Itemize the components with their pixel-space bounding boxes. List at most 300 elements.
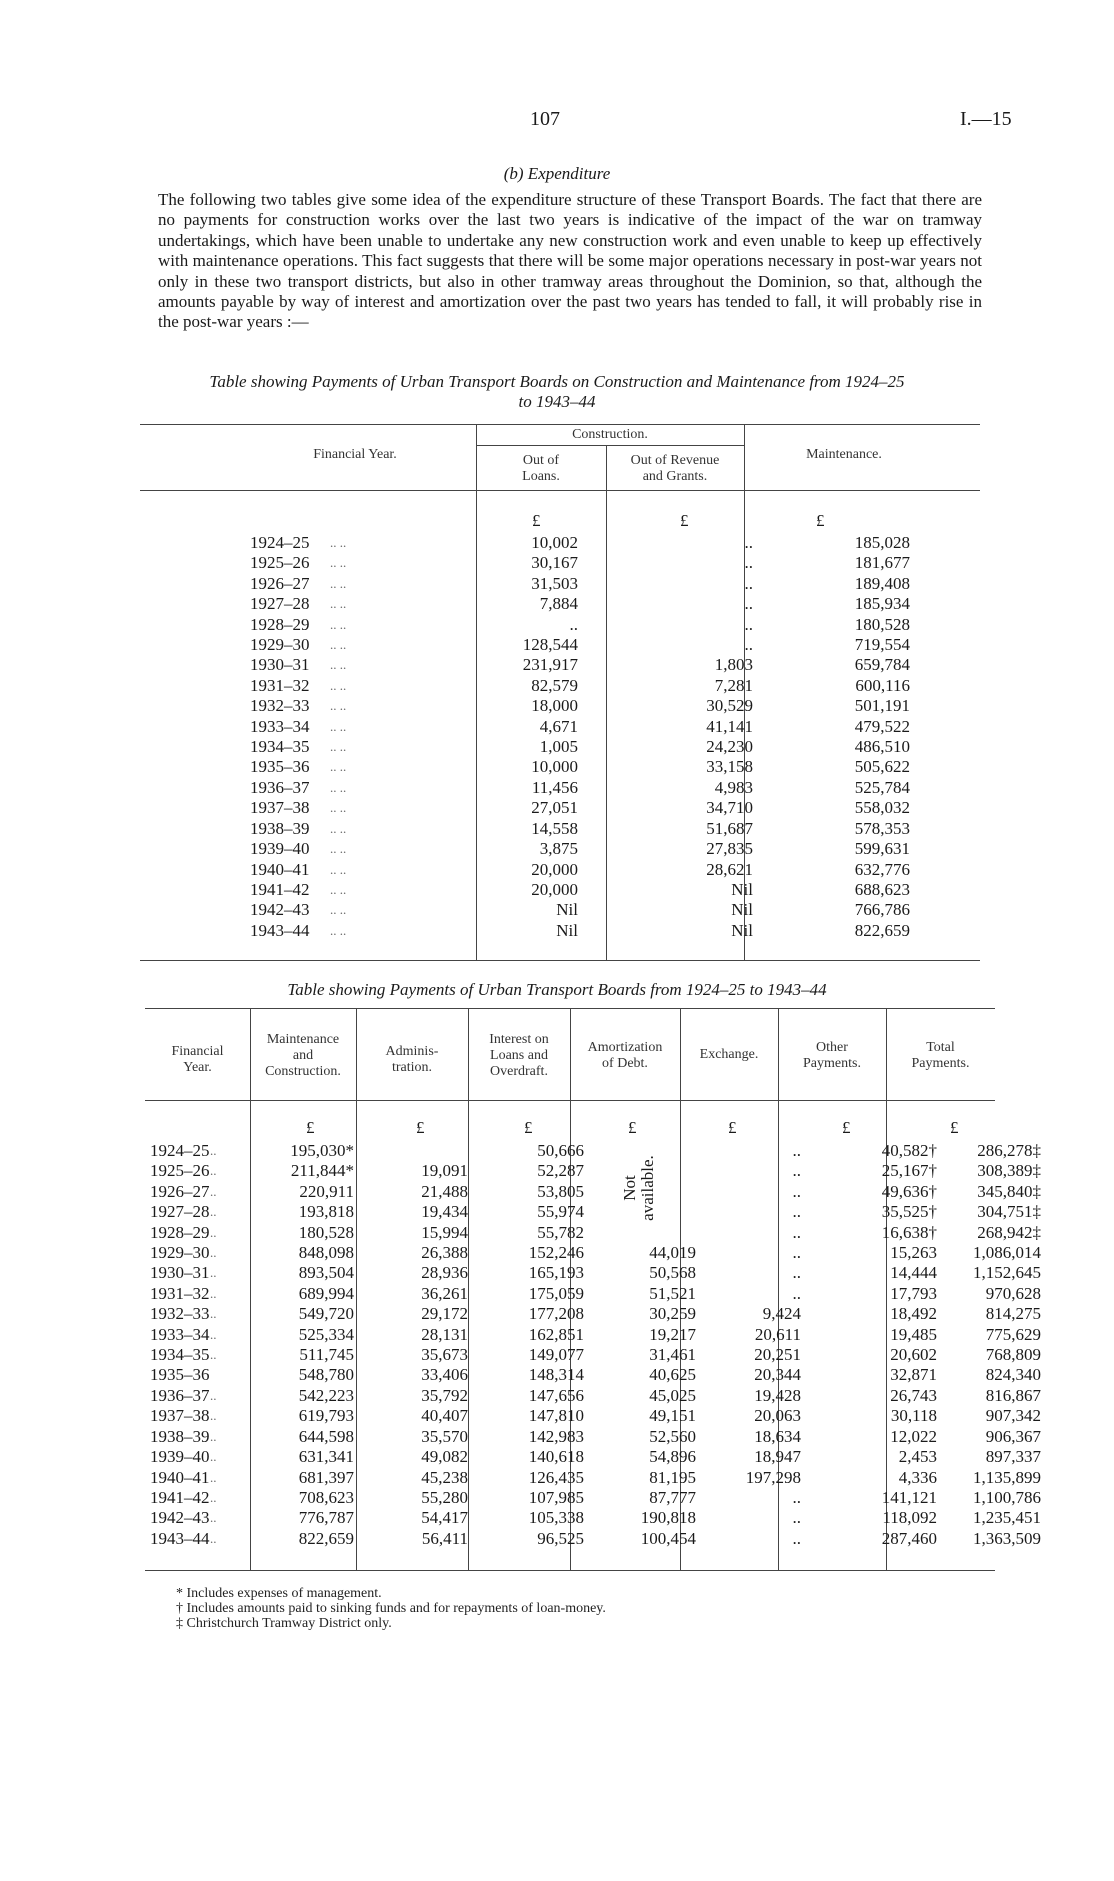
footnote-asterisk: * Includes expenses of management. bbox=[176, 1586, 382, 1601]
table2-leader-dots: .. bbox=[210, 1204, 217, 1220]
table2-admin-cell: 21,488 bbox=[421, 1181, 468, 1201]
table1-leader-dots: .. .. bbox=[330, 820, 347, 836]
table2-col-administration: Adminis- tration. bbox=[385, 1044, 439, 1075]
table2-total-cell: 308,389‡ bbox=[977, 1161, 1041, 1181]
table1-year-cell: 1941–42 bbox=[250, 879, 310, 899]
table1-loans-cell: 31,503 bbox=[531, 573, 578, 593]
table2-maintenance-cell: 689,994 bbox=[298, 1283, 354, 1303]
table2-admin-cell: 15,994 bbox=[421, 1222, 468, 1242]
table2-exchange-cell: 20,063 bbox=[754, 1406, 801, 1426]
table1-revenue-cell: 30,529 bbox=[706, 696, 753, 716]
table2-year-cell: 1938–39 bbox=[150, 1426, 210, 1446]
table2-admin-cell: 49,082 bbox=[421, 1447, 468, 1467]
table2-leader-dots: .. bbox=[210, 1530, 217, 1546]
table2-leader-dots: .. bbox=[210, 1285, 217, 1301]
table2-admin-cell: 35,673 bbox=[421, 1345, 468, 1365]
table1-col-out-of-loans: Out of Loans. bbox=[522, 453, 560, 484]
table1-revenue-cell: .. bbox=[744, 553, 753, 573]
table2-admin-cell: 35,792 bbox=[421, 1385, 468, 1405]
table2-year-cell: 1940–41 bbox=[150, 1467, 210, 1487]
table1-leader-dots: .. .. bbox=[330, 718, 347, 734]
table2-total-cell: 816,867 bbox=[985, 1385, 1041, 1405]
table1-maintenance-cell: 505,622 bbox=[854, 757, 910, 777]
table2-currency-interest: £ bbox=[524, 1118, 533, 1137]
table1-row bbox=[250, 553, 1010, 573]
table1-maintenance-cell: 659,784 bbox=[854, 655, 910, 675]
table2-admin-cell: 28,936 bbox=[421, 1263, 468, 1283]
table1-row bbox=[250, 655, 1010, 675]
table1-year-cell: 1936–37 bbox=[250, 777, 310, 797]
table2-total-cell: 824,340 bbox=[985, 1365, 1041, 1385]
table2-exchange-cell: 9,424 bbox=[762, 1304, 801, 1324]
table2-row bbox=[150, 1508, 1041, 1528]
table2-year-cell: 1931–32 bbox=[150, 1283, 210, 1303]
table2-amortization-cell: 100,454 bbox=[640, 1528, 696, 1548]
table2-row bbox=[150, 1468, 1041, 1488]
table2-maintenance-cell: 776,787 bbox=[298, 1508, 354, 1528]
document-reference: I.—15 bbox=[960, 108, 1012, 130]
table2-currency-exchange: £ bbox=[728, 1118, 737, 1137]
footnotes bbox=[176, 1586, 606, 1631]
table2-exchange-cell: .. bbox=[792, 1202, 801, 1222]
table2-currency-admin: £ bbox=[416, 1118, 425, 1137]
table2-admin-cell: 28,131 bbox=[421, 1324, 468, 1344]
table1-revenue-cell: 41,141 bbox=[706, 716, 753, 736]
table1-row bbox=[250, 921, 1010, 941]
table1-year-cell: 1942–43 bbox=[250, 900, 310, 920]
table2-amortization-cell bbox=[588, 1202, 702, 1222]
table2-exchange-cell: 18,947 bbox=[754, 1447, 801, 1467]
table1-col-financial-year: Financial Year. bbox=[313, 447, 397, 462]
table2-year-cell: 1924–25 bbox=[150, 1141, 210, 1160]
table2-row bbox=[150, 1141, 1041, 1161]
table1-loans-cell: 4,671 bbox=[539, 716, 578, 736]
table1-leader-dots: .. .. bbox=[330, 739, 347, 755]
table2-year-cell: 1926–27 bbox=[150, 1181, 210, 1201]
table2-amortization-cell: 40,625 bbox=[649, 1365, 696, 1385]
table1-row bbox=[250, 819, 1010, 839]
table2-interest-cell: 162,851 bbox=[528, 1324, 584, 1344]
table2-amortization-cell: 190,818 bbox=[640, 1508, 696, 1528]
table1-maintenance-cell: 599,631 bbox=[854, 839, 910, 859]
table2-currency-maintenance: £ bbox=[306, 1118, 315, 1137]
table1-year-cell: 1926–27 bbox=[250, 573, 310, 593]
intro-paragraph: The following two tables give some idea of the expenditure structure of these Transport Boards. The fact that there are no payments for construction works over the last two years is indicative of the impact of the war on tramway undertakings, which have been unable to undertake any new construction work and even unable to keep up effectively with maintenance operations. This fact suggests that there will be some major operations necessary in post-war years not only in these two transport districts, but also in other tramway areas throughout the Dominion, so that, although the amounts payable by way of interest and amortization over the past two years has tended to fall, it will probably rise in the post-war years :— bbox=[158, 190, 982, 332]
table1-row bbox=[250, 635, 1010, 655]
table1-loans-cell: 82,579 bbox=[531, 675, 578, 695]
table1-loans-cell: 1,005 bbox=[539, 737, 578, 757]
table2-maintenance-cell: 549,720 bbox=[298, 1304, 354, 1324]
table1-maintenance-cell: 525,784 bbox=[854, 777, 910, 797]
table1-revenue-cell: .. bbox=[744, 635, 753, 655]
table2-total-cell: 906,367 bbox=[985, 1426, 1041, 1446]
table2-exchange-cell: .. bbox=[792, 1181, 801, 1201]
table2-admin-cell bbox=[356, 1141, 472, 1161]
table2-amortization-cell bbox=[588, 1141, 702, 1161]
table1-maintenance-cell: 181,677 bbox=[854, 553, 910, 573]
table1-row bbox=[250, 880, 1010, 900]
table1-maintenance-cell: 180,528 bbox=[854, 614, 910, 634]
table2-leader-dots: .. bbox=[210, 1428, 217, 1444]
table2-amortization-cell: 52,560 bbox=[649, 1426, 696, 1446]
table2-leader-dots: .. bbox=[210, 1306, 217, 1322]
table2-maintenance-cell: 619,793 bbox=[298, 1406, 354, 1426]
table2-other-cell: 32,871 bbox=[890, 1365, 937, 1385]
table2-maintenance-cell: 548,780 bbox=[298, 1365, 354, 1385]
table2-year-cell: 1939–40 bbox=[150, 1447, 210, 1467]
table1-year-cell: 1925–26 bbox=[250, 553, 310, 573]
table1-loans-cell: 20,000 bbox=[531, 879, 578, 899]
table2-exchange-cell: 197,298 bbox=[745, 1467, 801, 1487]
table2-interest-cell: 107,985 bbox=[528, 1487, 584, 1507]
table1-year-cell: 1939–40 bbox=[250, 839, 310, 859]
table2-bottom-rule bbox=[145, 1570, 995, 1571]
table1-maintenance-cell: 501,191 bbox=[854, 696, 910, 716]
table1-revenue-cell: 28,621 bbox=[706, 859, 753, 879]
table1-maintenance-cell: 558,032 bbox=[854, 798, 910, 818]
table2-amortization-cell: 49,151 bbox=[649, 1406, 696, 1426]
table2-total-cell: 768,809 bbox=[985, 1345, 1041, 1365]
table2-other-cell: 35,525† bbox=[881, 1202, 937, 1222]
table1-maintenance-cell: 578,353 bbox=[854, 818, 910, 838]
table2-admin-cell: 35,570 bbox=[421, 1426, 468, 1446]
section-heading: (b) Expenditure bbox=[503, 164, 611, 183]
table2-leader-dots: .. bbox=[210, 1510, 217, 1526]
table2-total-cell: 907,342 bbox=[985, 1406, 1041, 1426]
table2-maintenance-cell: 193,818 bbox=[298, 1202, 354, 1222]
table1-row bbox=[250, 696, 1010, 716]
table1-caption-line1: Table showing Payments of Urban Transport Boards on Construction and Maintenance from 1924–25 bbox=[209, 372, 905, 391]
table2-exchange-cell: .. bbox=[792, 1487, 801, 1507]
table1-row bbox=[250, 717, 1010, 737]
table2-amortization-cell: 87,777 bbox=[649, 1487, 696, 1507]
table1-revenue-cell: Nil bbox=[731, 879, 753, 899]
table2-leader-dots: .. bbox=[210, 1163, 217, 1179]
table2-other-cell: 20,602 bbox=[890, 1345, 937, 1365]
table1-top-rule bbox=[140, 424, 980, 425]
table1-loans-cell: 231,917 bbox=[522, 655, 578, 675]
table2-interest-cell: 52,287 bbox=[537, 1161, 584, 1181]
table2-year-cell: 1937–38 bbox=[150, 1406, 210, 1426]
table2-row bbox=[150, 1529, 1041, 1549]
table2-maintenance-cell: 644,598 bbox=[298, 1426, 354, 1446]
table2-interest-cell: 142,983 bbox=[528, 1426, 584, 1446]
table2-leader-dots: .. bbox=[210, 1489, 217, 1505]
table1-bottom-rule bbox=[140, 960, 980, 961]
table1-col-construction: Construction. bbox=[572, 427, 648, 442]
table2-row bbox=[150, 1304, 1041, 1324]
table1-revenue-cell: .. bbox=[744, 533, 753, 552]
table2-year-cell: 1943–44 bbox=[150, 1528, 210, 1548]
table2-other-cell: 118,092 bbox=[882, 1508, 937, 1528]
table2-row bbox=[150, 1284, 1041, 1304]
table1-year-cell: 1932–33 bbox=[250, 696, 310, 716]
table1-caption bbox=[0, 372, 1114, 412]
table1-leader-dots: .. .. bbox=[330, 637, 347, 653]
table1-loans-cell: 30,167 bbox=[531, 553, 578, 573]
table1-revenue-cell: 1,803 bbox=[714, 655, 753, 675]
table2-exchange-cell: 20,611 bbox=[754, 1324, 801, 1344]
table1-loans-cell: 27,051 bbox=[531, 798, 578, 818]
table2-row bbox=[150, 1325, 1041, 1345]
table2-exchange-cell: .. bbox=[792, 1283, 801, 1303]
table1-leader-dots: .. .. bbox=[330, 575, 347, 591]
table2-exchange-cell: .. bbox=[792, 1528, 801, 1548]
table2-total-cell: 1,086,014 bbox=[973, 1243, 1041, 1263]
table2-leader-dots: .. bbox=[210, 1449, 217, 1465]
table2-maintenance-cell: 511,745 bbox=[299, 1345, 354, 1365]
table2-leader-dots: .. bbox=[210, 1387, 217, 1403]
table1-year-cell: 1935–36 bbox=[250, 757, 310, 777]
table1-year-cell: 1924–25 bbox=[250, 533, 310, 552]
table1-row bbox=[250, 574, 1010, 594]
table2-other-cell: 15,263 bbox=[890, 1243, 937, 1263]
table1-col-maintenance: Maintenance. bbox=[806, 447, 882, 462]
table2-maintenance-cell: 211,844* bbox=[290, 1161, 354, 1181]
table2-other-cell: 30,118 bbox=[890, 1406, 937, 1426]
table2-year-cell: 1933–34 bbox=[150, 1324, 210, 1344]
table2-exchange-cell: .. bbox=[792, 1508, 801, 1528]
table2-amortization-cell bbox=[588, 1182, 702, 1202]
table2-year-cell: 1941–42 bbox=[150, 1487, 210, 1507]
table2-row bbox=[150, 1427, 1041, 1447]
table2-year-cell: 1929–30 bbox=[150, 1243, 210, 1263]
table1-year-cell: 1930–31 bbox=[250, 655, 310, 675]
table2-amortization-cell: 30,259 bbox=[649, 1304, 696, 1324]
table2-maintenance-cell: 708,623 bbox=[298, 1487, 354, 1507]
table2-year-cell: 1934–35 bbox=[150, 1345, 210, 1365]
table2-caption: Table showing Payments of Urban Transport Boards from 1924–25 to 1943–44 bbox=[287, 980, 827, 999]
table1-maintenance-cell: 766,786 bbox=[854, 900, 910, 920]
table1-loans-cell: .. bbox=[569, 614, 578, 634]
table2-total-cell: 1,100,786 bbox=[973, 1487, 1041, 1507]
table1-loans-cell: Nil bbox=[556, 920, 578, 940]
table2-maintenance-cell: 681,397 bbox=[298, 1467, 354, 1487]
table2-other-cell: 16,638† bbox=[881, 1222, 937, 1242]
table2-total-cell: 1,363,509 bbox=[973, 1528, 1041, 1548]
table2-exchange-cell: 20,344 bbox=[754, 1365, 801, 1385]
table1-row bbox=[250, 615, 1010, 635]
table2-total-cell: 775,629 bbox=[985, 1324, 1041, 1344]
table2-year-cell: 1927–28 bbox=[150, 1202, 210, 1222]
table1-revenue-cell: .. bbox=[744, 614, 753, 634]
table2-admin-cell: 56,411 bbox=[421, 1528, 468, 1548]
table1-loans-cell: 10,002 bbox=[531, 533, 578, 552]
table2-maintenance-cell: 180,528 bbox=[298, 1222, 354, 1242]
table1-year-cell: 1928–29 bbox=[250, 614, 310, 634]
table2-row bbox=[150, 1161, 1041, 1181]
table1-revenue-cell: .. bbox=[744, 573, 753, 593]
table2-col-maintenance: Maintenance and Construction. bbox=[265, 1032, 341, 1079]
table2-admin-cell: 55,280 bbox=[421, 1487, 468, 1507]
table2-col-interest: Interest on Loans and Overdraft. bbox=[489, 1032, 549, 1079]
table2-leader-dots: .. bbox=[210, 1143, 217, 1158]
table2-row bbox=[150, 1223, 1041, 1243]
table1-revenue-cell: Nil bbox=[731, 900, 753, 920]
table1-leader-dots: .. .. bbox=[330, 779, 347, 795]
table2-year-cell: 1930–31 bbox=[150, 1263, 210, 1283]
table2-col-other-payments: Other Payments. bbox=[803, 1040, 861, 1071]
table2-leader-dots bbox=[210, 1365, 250, 1385]
table1-maintenance-cell: 822,659 bbox=[854, 920, 910, 940]
table2-exchange-cell: 20,251 bbox=[754, 1345, 801, 1365]
table2-total-cell: 1,235,451 bbox=[973, 1508, 1041, 1528]
table1-leader-dots: .. .. bbox=[330, 861, 347, 877]
table2-row bbox=[150, 1406, 1041, 1426]
table2-other-cell: 141,121 bbox=[881, 1487, 937, 1507]
table2-amortization-cell: 45,025 bbox=[649, 1385, 696, 1405]
table2-row bbox=[150, 1365, 1041, 1385]
table1-year-cell: 1943–44 bbox=[250, 920, 310, 940]
table1-maintenance-cell: 185,934 bbox=[854, 594, 910, 614]
table2-col-total-payments: Total Payments. bbox=[911, 1040, 970, 1071]
table2-interest-cell: 148,314 bbox=[528, 1365, 584, 1385]
table1-loans-cell: Nil bbox=[556, 900, 578, 920]
table2-amortization-cell: 51,521 bbox=[649, 1283, 696, 1303]
table1-year-cell: 1934–35 bbox=[250, 737, 310, 757]
table2-exchange-cell: .. bbox=[792, 1263, 801, 1283]
table1-row bbox=[250, 798, 1010, 818]
table1-revenue-cell: .. bbox=[744, 594, 753, 614]
table2-interest-cell: 149,077 bbox=[528, 1345, 584, 1365]
table2-currency-amortization: £ bbox=[628, 1118, 637, 1137]
table2-amortization-cell bbox=[588, 1223, 702, 1243]
table1-year-cell: 1938–39 bbox=[250, 818, 310, 838]
table1-loans-cell: 128,544 bbox=[522, 635, 578, 655]
table2-admin-cell: 54,417 bbox=[421, 1508, 468, 1528]
table2-admin-cell: 19,434 bbox=[421, 1202, 468, 1222]
table1-leader-dots: .. .. bbox=[330, 535, 347, 550]
table2-total-cell: 286,278‡ bbox=[977, 1141, 1041, 1160]
table2-other-cell: 2,453 bbox=[898, 1447, 937, 1467]
table2-leader-dots: .. bbox=[210, 1326, 217, 1342]
table1-caption-line2: to 1943–44 bbox=[518, 392, 596, 411]
table1-currency-revenue: £ bbox=[680, 511, 689, 530]
table2-interest-cell: 175,059 bbox=[528, 1283, 584, 1303]
table2-total-cell: 304,751‡ bbox=[977, 1202, 1041, 1222]
table1-leader-dots: .. .. bbox=[330, 841, 347, 857]
table2-maintenance-cell: 893,504 bbox=[298, 1263, 354, 1283]
table2-maintenance-cell: 542,223 bbox=[298, 1385, 354, 1405]
table1-leader-dots: .. .. bbox=[330, 902, 347, 918]
table1-row bbox=[250, 533, 1010, 553]
table1-currency-loans: £ bbox=[532, 511, 541, 530]
table2-other-cell: 25,167† bbox=[881, 1161, 937, 1181]
table2-maintenance-cell: 220,911 bbox=[299, 1181, 354, 1201]
table1-row bbox=[250, 757, 1010, 777]
table2-row bbox=[150, 1345, 1041, 1365]
table2-total-cell: 1,152,645 bbox=[973, 1263, 1041, 1283]
table1-revenue-cell: 33,158 bbox=[706, 757, 753, 777]
table2-admin-cell: 40,407 bbox=[421, 1406, 468, 1426]
table1-loans-cell: 20,000 bbox=[531, 859, 578, 879]
table2-leader-dots: .. bbox=[210, 1408, 217, 1424]
table1-col-out-of-revenue: Out of Revenue and Grants. bbox=[630, 453, 720, 484]
table2-total-cell: 1,135,899 bbox=[973, 1467, 1041, 1487]
table2-interest-cell: 50,666 bbox=[537, 1141, 584, 1160]
table1-row bbox=[250, 676, 1010, 696]
table2-interest-cell: 53,805 bbox=[537, 1181, 584, 1201]
table1-leader-dots: .. .. bbox=[330, 616, 347, 632]
table2-currency-total: £ bbox=[950, 1118, 959, 1137]
table1-year-cell: 1933–34 bbox=[250, 716, 310, 736]
table2-admin-cell: 26,388 bbox=[421, 1243, 468, 1263]
table1-leader-dots: .. .. bbox=[330, 596, 347, 612]
table2-other-cell: 40,582† bbox=[881, 1141, 937, 1160]
table2-leader-dots: .. bbox=[210, 1224, 217, 1240]
table1-row bbox=[250, 594, 1010, 614]
table1-loans-cell: 11,456 bbox=[531, 777, 578, 797]
table1-revenue-cell: 24,230 bbox=[706, 737, 753, 757]
table1-year-cell: 1927–28 bbox=[250, 594, 310, 614]
table1-loans-cell: 7,884 bbox=[539, 594, 578, 614]
table1-loans-cell: 10,000 bbox=[531, 757, 578, 777]
table1-revenue-cell: 34,710 bbox=[706, 798, 753, 818]
table1-leader-dots: .. .. bbox=[330, 555, 347, 571]
table2-amortization-cell bbox=[588, 1161, 702, 1181]
table2-total-cell: 814,275 bbox=[985, 1304, 1041, 1324]
table2-exchange-cell: .. bbox=[792, 1243, 801, 1263]
table1-maintenance-cell: 479,522 bbox=[854, 716, 910, 736]
table2-amortization-cell: 44,019 bbox=[649, 1243, 696, 1263]
table1-year-cell: 1929–30 bbox=[250, 635, 310, 655]
table1-year-cell: 1937–38 bbox=[250, 798, 310, 818]
table1-loans-cell: 14,558 bbox=[531, 818, 578, 838]
table1-row bbox=[250, 737, 1010, 757]
table1-leader-dots: .. .. bbox=[330, 698, 347, 714]
table2-interest-cell: 96,525 bbox=[537, 1528, 584, 1548]
table1-revenue-cell: 51,687 bbox=[706, 818, 753, 838]
table2-maintenance-cell: 525,334 bbox=[298, 1324, 354, 1344]
table2-currency-other: £ bbox=[842, 1118, 851, 1137]
table2-maintenance-cell: 822,659 bbox=[298, 1528, 354, 1548]
table1-row bbox=[250, 900, 1010, 920]
table2-col-financial-year: Financial Year. bbox=[171, 1044, 224, 1075]
table1-header-rule bbox=[140, 490, 980, 491]
table2-year-cell: 1928–29 bbox=[150, 1222, 210, 1242]
table2-total-cell: 345,840‡ bbox=[977, 1181, 1041, 1201]
table2-other-cell: 26,743 bbox=[890, 1385, 937, 1405]
table2-row bbox=[150, 1202, 1041, 1222]
table2-interest-cell: 147,656 bbox=[528, 1385, 584, 1405]
table1-revenue-cell: Nil bbox=[731, 920, 753, 940]
table2-row bbox=[150, 1488, 1041, 1508]
table1-revenue-cell: 7,281 bbox=[714, 675, 753, 695]
table2-col-amortization: Amortization of Debt. bbox=[587, 1040, 663, 1071]
table2-other-cell: 12,022 bbox=[890, 1426, 937, 1446]
table2-other-cell: 4,336 bbox=[898, 1467, 937, 1487]
table2-other-cell: 49,636† bbox=[881, 1181, 937, 1201]
table1-leader-dots: .. .. bbox=[330, 657, 347, 673]
table2-amortization-cell: 81,195 bbox=[649, 1467, 696, 1487]
table2-row bbox=[150, 1243, 1041, 1263]
table2-maintenance-cell: 631,341 bbox=[298, 1447, 354, 1467]
table1-maintenance-cell: 600,116 bbox=[855, 675, 910, 695]
table2-body bbox=[150, 1141, 1041, 1549]
table1-maintenance-cell: 719,554 bbox=[854, 635, 910, 655]
table2-row bbox=[150, 1447, 1041, 1467]
table1-currency-maintenance: £ bbox=[816, 511, 825, 530]
table2-interest-cell: 152,246 bbox=[528, 1243, 584, 1263]
table2-amortization-cell: 50,568 bbox=[649, 1263, 696, 1283]
table2-leader-dots: .. bbox=[210, 1183, 217, 1199]
table1-row bbox=[250, 778, 1010, 798]
table2-year-cell: 1936–37 bbox=[150, 1385, 210, 1405]
table2-maintenance-cell: 195,030* bbox=[290, 1141, 354, 1160]
table2-exchange-cell: .. bbox=[792, 1222, 801, 1242]
table2-admin-cell: 36,261 bbox=[421, 1283, 468, 1303]
table2-interest-cell: 165,193 bbox=[528, 1263, 584, 1283]
